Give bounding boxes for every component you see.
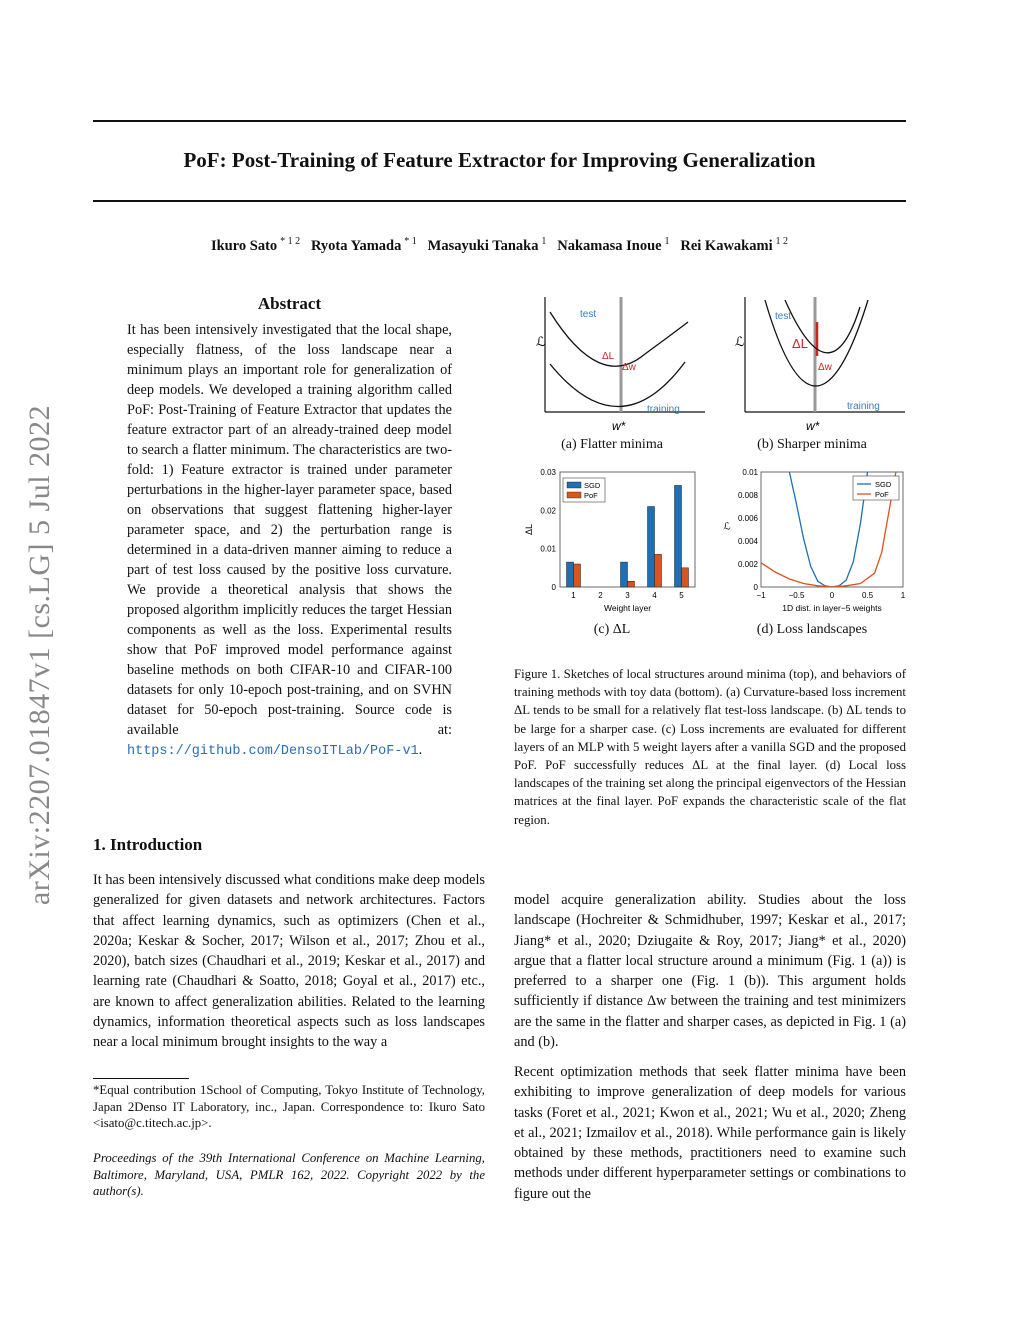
x-tick-label: 0 xyxy=(829,591,835,600)
figure-caption: Figure 1. Sketches of local structures around minima (top), and behaviors of training methods with toy data (bottom). (a) Curvature-based loss increment ΔL tends to be small for a relatively flat test-loss landscape. (b) ΔL tends to be large for a sharper case. (c) Loss increments are evaluated for different layers of an MLP with 5 weight layers after a vanilla SGD and the proposed PoF. PoF successfully reduces ΔL at the final layer. (d) Local loss landscapes of the training set along the principal eigenvectors of the Hessian matrices at the final layer. PoF expands the characteristic scale of the flat region. xyxy=(514,667,906,827)
subfigure-d-label: (d) Loss landscapes xyxy=(756,622,868,637)
author-affiliation: * 1 xyxy=(404,236,417,247)
legend-entry: PoF xyxy=(875,490,889,499)
delta-w-label: Δw xyxy=(818,362,832,373)
bar-pof xyxy=(655,554,662,587)
footnote-rule xyxy=(93,1078,189,1079)
author-list xyxy=(93,236,906,255)
figure-sketches xyxy=(530,292,910,437)
x-axis-label: 1D dist. in layer−5 weights xyxy=(782,603,882,613)
y-tick-label: 0.004 xyxy=(737,537,758,546)
sketch-flatter-minima xyxy=(536,297,705,433)
chart-delta-loss xyxy=(515,462,705,622)
y-tick-label: 0.006 xyxy=(737,514,758,523)
right-paragraph-2: Recent optimization methods that seek flatter minima have been exhibiting to improve generalization of deep models for various tasks (Foret et al., 2021; Kwon et al., 2021; Wu et al., 2020; Zheng et al., 2021; Izmailov et al., 2018). While performance gain is likely obtained by these methods, practitioners need to examine such methods under different hyperparameter settings or combinations to figure out the xyxy=(514,1064,906,1202)
wstar-label: w* xyxy=(806,419,820,433)
test-curve xyxy=(550,312,688,366)
legend-swatch xyxy=(567,492,581,498)
title-rule xyxy=(93,200,906,202)
delta-loss-label: ΔL xyxy=(792,336,808,351)
subfigure-a-label: (a) Flatter minima xyxy=(561,437,663,452)
y-tick-label: 0.02 xyxy=(540,506,556,516)
author-name: Nakamasa Inoue xyxy=(557,237,662,254)
delta-w-label: Δw xyxy=(622,362,636,373)
y-axis-label: ΔL xyxy=(524,523,534,536)
y-tick-label: 0.03 xyxy=(540,468,556,477)
paper-title: PoF: Post-Training of Feature Extractor for Improving Generalization xyxy=(183,148,816,172)
loss-axis-label: ℒ xyxy=(536,334,546,349)
training-label: training xyxy=(847,401,880,412)
author-name: Rei Kawakami xyxy=(680,237,773,254)
legend-entry: SGD xyxy=(584,481,601,490)
author-affiliation: 1 2 xyxy=(775,236,789,247)
intro-paragraph: It has been intensively discussed what conditions make deep models generalized for given datasets and network architectures. Factors that affect learning dynamics, such as optimizers (Chen et al., 2020a; Keskar & Socher, 2017; Wilson et al., 2017; Zhou et al., 2020), batch sizes (Chaudhari et al., 2019; Keskar et al., 2017) and learning rate (Chaudhari & Soatto, 2018; Goyal et al., 2017) etc., are known to affect generalization abilities. Related to the learning dynamics, information theoretical aspects such as loss landscapes near a local minimum brought insights to the way a xyxy=(93,872,485,1051)
training-curve xyxy=(550,362,685,407)
x-tick-label: 5 xyxy=(679,591,684,600)
bar-pof xyxy=(574,564,581,587)
abstract-body xyxy=(127,320,452,762)
abstract-end: . xyxy=(418,742,423,758)
legend-swatch xyxy=(567,482,581,488)
test-label: test xyxy=(775,311,792,322)
y-tick-label: 0.01 xyxy=(540,544,556,554)
bar-sgd xyxy=(648,507,655,588)
x-tick-label: −1 xyxy=(756,591,766,600)
legend-entry: SGD xyxy=(875,480,892,489)
subfigure-c-label: (c) ΔL xyxy=(593,622,631,637)
delta-loss-label: ΔL xyxy=(602,351,615,362)
abstract-text: It has been intensively investigated that the local shape, especially flatness, of the loss landscape near a minimum plays an important role for generalization of deep models. We developed a training algorithm called PoF: Post-Training of Feature Extractor that updates the feature extractor part of an already-trained deep model to search a flatter minimum. The characteristics are two-fold: 1) Feature extractor is trained under parameter perturbations in the higher-layer parameter space, based on observations that suggest flattening higher-layer parameter space, and 2) the perturbation range is determined in a data-driven manner aiming to reduce a part of test loss caused by the positive loss curvature. We provide a theoretical analysis that shows the proposed algorithm implicitly reduces the target Hessian components as well as the loss. Experimental results show that PoF improved model performance against baseline methods on both CIFAR-10 and CIFAR-100 datasets for only 10-epoch post-training, and on SVHN dataset for 50-epoch post-training. Source code is available at: xyxy=(127,322,452,738)
bar-pof xyxy=(628,581,635,587)
y-tick-label: 0.008 xyxy=(737,491,758,500)
loss-axis-label: ℒ xyxy=(735,334,745,349)
bar-sgd xyxy=(675,485,682,587)
bar-sgd xyxy=(621,562,628,587)
author-affiliation: 1 xyxy=(664,236,670,247)
training-label: training xyxy=(647,404,680,415)
x-tick-label: 2 xyxy=(598,591,603,600)
chart-loss-landscapes xyxy=(713,462,913,622)
author-name: Ryota Yamada xyxy=(310,237,402,254)
y-tick-label: 0 xyxy=(551,583,556,592)
right-paragraph-1: model acquire generalization ability. Studies about the loss landscape (Hochreiter & Schmidhuber, 1997; Keskar et al., 2017; Jiang* et al., 2020; Dziugaite & Roy, 2017; Jiang* et al., 2020) argue that a flatter local structure around a minimum (Fig. 1 (a)) is preferred to a sharper one (Fig. 1 (b)). This argument holds sufficiently if distance Δw between the training and test minimizers are the same in the flatter and sharper cases, as depicted in Fig. 1 (a) and (b). xyxy=(514,892,906,1051)
section-heading-introduction: 1. Introduction xyxy=(93,835,203,854)
x-tick-label: 4 xyxy=(652,591,657,600)
source-code-link[interactable]: https://github.com/DensoITLab/PoF-v1 xyxy=(127,744,419,759)
bar-pof xyxy=(682,568,689,587)
x-tick-label: −0.5 xyxy=(788,591,805,600)
author-name: Ikuro Sato xyxy=(210,237,278,254)
test-label: test xyxy=(580,309,597,320)
author-affiliation: 1 xyxy=(541,236,547,247)
legend-entry: PoF xyxy=(584,491,598,500)
abstract-heading: Abstract xyxy=(257,294,322,313)
x-tick-label: 0.5 xyxy=(861,591,874,600)
bar-sgd xyxy=(567,562,574,587)
wstar-label: w* xyxy=(612,419,626,433)
x-tick-label: 1 xyxy=(571,591,576,600)
y-tick-label: 0.01 xyxy=(742,468,758,477)
y-tick-label: 0 xyxy=(753,583,758,592)
x-tick-label: 3 xyxy=(625,591,630,600)
y-tick-label: 0.002 xyxy=(737,560,758,569)
y-axis-label: ℒ xyxy=(723,521,731,533)
author-affiliation: * 1 2 xyxy=(280,236,301,247)
subfigure-b-label: (b) Sharper minima xyxy=(757,437,867,452)
x-axis-label: Weight layer xyxy=(603,603,652,613)
proceedings-note: Proceedings of the 39th International Conference on Machine Learning, Baltimore, Maryland, USA, PMLR 162, 2022. Copyright 2022 by the author(s). xyxy=(93,1151,485,1198)
top-rule xyxy=(93,120,906,122)
footnote: *Equal contribution 1School of Computing, Tokyo Institute of Technology, Japan 2Denso IT Laboratory, inc., Japan. Correspondence to: Ikuro Sato <isato@c.titech.ac.jp>. xyxy=(93,1083,485,1130)
author-name: Masayuki Tanaka xyxy=(427,237,539,254)
arxiv-identifier: arXiv:2207.01847v1 [cs.LG] 5 Jul 2022 xyxy=(23,404,56,906)
x-tick-label: 1 xyxy=(900,591,906,600)
sketch-sharper-minima xyxy=(735,297,905,433)
